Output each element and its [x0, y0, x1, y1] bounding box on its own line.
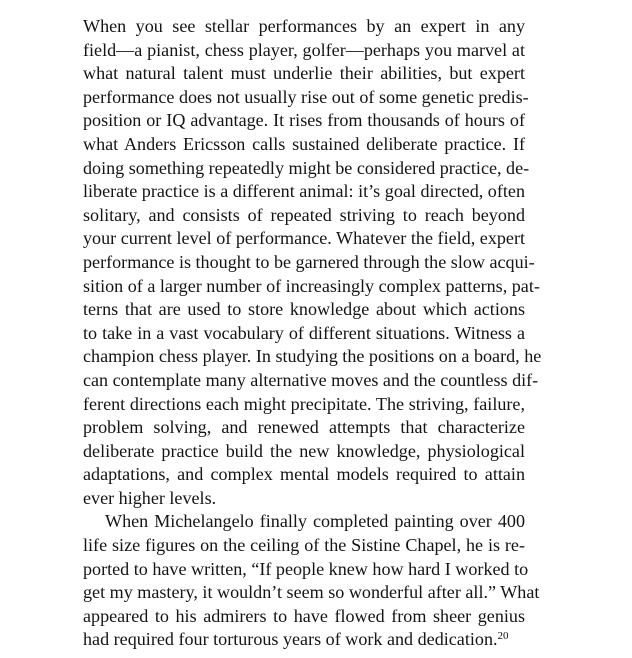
text-line: what Anders Ericsson calls sustained deliberate practice. If: [83, 133, 525, 154]
text-line: performance does not usually rise out of some genetic predis-: [83, 86, 529, 107]
book-page: [83, 15, 542, 652]
text-line: ferent directions each might precipitate. The striving, failure,: [83, 393, 525, 414]
text-line: field—a pianist, chess player, golfer—perhaps you marvel at: [83, 39, 525, 60]
text-line: ported to have written, “If people knew how hard I worked to: [83, 558, 529, 579]
text-line: had required four torturous years of work and dedication.$^{20}$: [83, 629, 509, 650]
text-line: appeared to his admirers to have flowed from sheer genius: [83, 605, 525, 626]
text-line: get my mastery, it wouldn’t seem so wonderful after all.” What: [83, 582, 540, 603]
text-line: to take in a vast vocabulary of different situations. Witness a: [83, 322, 525, 343]
text-line: When you see stellar performances by an expert in any: [83, 16, 525, 36]
paragraph-deliberate-practice: [83, 15, 542, 510]
text-line: your current level of performance. Whatever the field, expert: [83, 228, 525, 249]
text-line: liberate practice is a different animal: it’s goal directed, often: [83, 181, 525, 202]
text-line: can contemplate many alternative moves and the countless dif-: [83, 369, 539, 390]
text-line: doing something repeatedly might be considered practice, de-: [83, 157, 530, 178]
text-line: ever higher levels.: [83, 487, 217, 508]
text-line: what natural talent must underlie their abilities, but expert: [83, 63, 525, 84]
text-line: position or IQ advantage. It rises from thousands of hours of: [83, 110, 525, 131]
text-line: adaptations, and complex mental models required to attain: [83, 464, 525, 485]
text-line: champion chess player. In studying the positions on a board, he: [83, 346, 542, 367]
footnote-marker: 20: [497, 630, 509, 643]
text-line: sition of a larger number of increasingly complex patterns, pat-: [83, 275, 540, 296]
text-line: performance is thought to be garnered through the slow acqui-: [83, 251, 535, 272]
text-line: life size figures on the ceiling of the Sistine Chapel, he is re-: [83, 535, 525, 556]
text-line: deliberate practice build the new knowledge, physiological: [83, 440, 525, 461]
text-line: solitary, and consists of repeated striving to reach beyond: [83, 204, 525, 225]
text-line: problem solving, and renewed attempts that characterize: [83, 417, 525, 438]
paragraph-michelangelo: [83, 510, 540, 652]
text-line: terns that are used to store knowledge about which actions: [83, 299, 525, 320]
text-line: When Michelangelo finally completed painting over 400: [105, 511, 525, 532]
